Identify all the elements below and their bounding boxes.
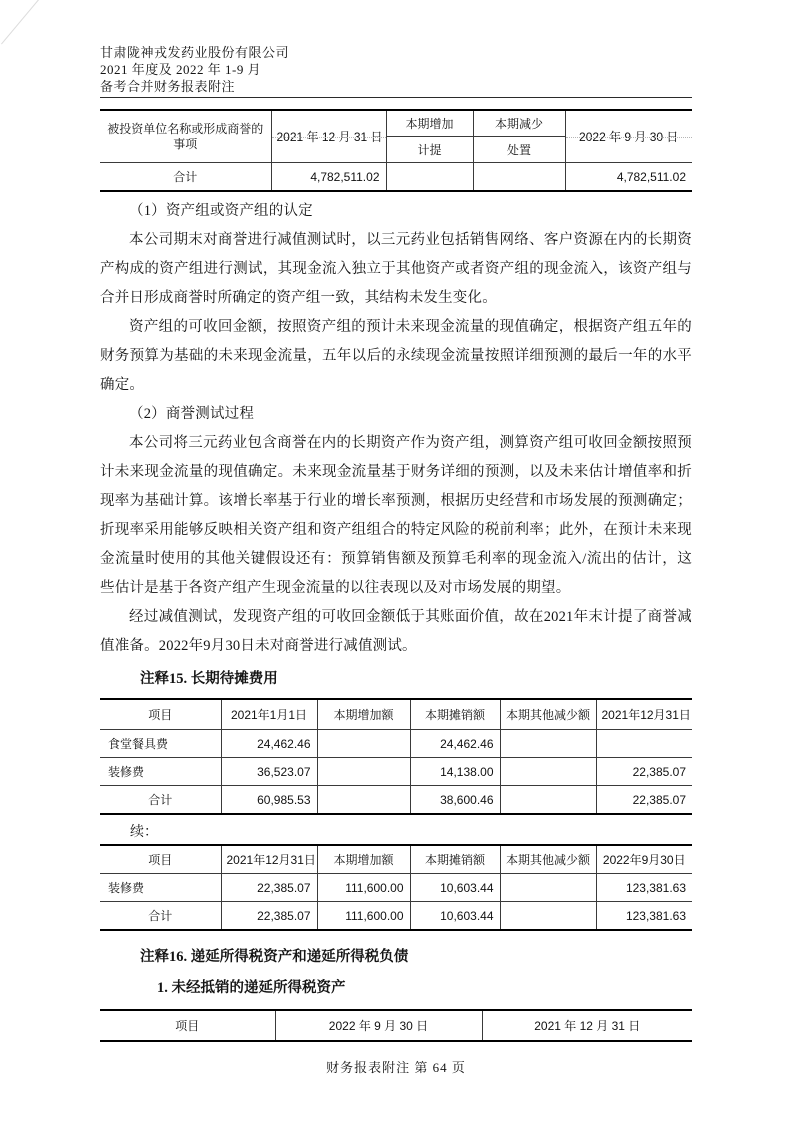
cell-value: 22,385.07 — [596, 786, 692, 814]
cell-value: 60,985.53 — [221, 786, 317, 814]
cell-value — [317, 758, 410, 786]
table-row-total — [100, 786, 692, 814]
total-label: 合计 — [100, 902, 221, 930]
header-amortization: 本期摊销额 — [410, 846, 500, 874]
cell-value: 123,381.63 — [596, 902, 692, 930]
cell-value — [500, 758, 596, 786]
cell-value: 123,381.63 — [596, 874, 692, 902]
report-title: 备考合并财务报表附注 — [100, 79, 236, 94]
note15-heading: 注释15. 长期待摊费用 — [140, 671, 278, 687]
note16-subheading: 1. 未经抵销的递延所得税资产 — [157, 980, 346, 996]
total-disposal-value — [473, 163, 565, 191]
cell-value: 22,385.07 — [596, 758, 692, 786]
paragraph-2: 资产组的可收回金额，按照资产组的预计未来现金流量的现值确定，根据资产组五年的财务预算为基础的未来现金流量，五年以后的永续现金流量按照详细预测的最后一年的水平确定。 — [100, 319, 692, 393]
header-increase: 本期增加额 — [317, 700, 410, 730]
header-end-date: 2021年12月31日 — [596, 700, 692, 730]
subheader-accrual: 计提 — [386, 137, 473, 163]
cell-value: 24,462.46 — [221, 730, 317, 758]
header-item: 项目 — [100, 700, 221, 730]
cell-value: 14,138.00 — [410, 758, 500, 786]
header-item: 被投资单位名称或形成商誉的事项 — [100, 111, 271, 163]
paragraph-4: 经过减值测试，发现资产组的可收回金额低于其账面价值，故在2021年末计提了商誉减值准备。2022年9月30日未对商誉进行减值测试。 — [100, 609, 692, 654]
header-item: 项目 — [100, 846, 221, 874]
table-header-row — [100, 111, 692, 137]
report-period: 2021 年度及 2022 年 1-9 月 — [100, 62, 262, 77]
cell-value: 36,523.07 — [221, 758, 317, 786]
page-content — [100, 0, 692, 1077]
header-begin-date: 2021 年 12 月 31 日 — [271, 111, 386, 163]
cell-value: 10,603.44 — [410, 902, 500, 930]
cell-value — [317, 786, 410, 814]
table-row-total — [100, 163, 692, 191]
continuation-label: 续： — [130, 825, 158, 840]
document-header — [100, 0, 692, 98]
cell-value — [500, 874, 596, 902]
deferred-tax-table — [100, 1009, 692, 1042]
header-decrease: 本期减少 — [473, 111, 565, 137]
table-header-row — [100, 1011, 692, 1040]
table-row — [100, 730, 692, 758]
note16-heading: 注释16. 递延所得税资产和递延所得税负债 — [140, 949, 409, 965]
header-increase: 本期增加额 — [317, 846, 410, 874]
total-label: 合计 — [100, 786, 221, 814]
cell-value: 111,600.00 — [317, 902, 410, 930]
section-2-title: （2）商誉测试过程 — [129, 406, 255, 422]
table-row — [100, 874, 692, 902]
cell-value — [500, 786, 596, 814]
cell-value: 10,603.44 — [410, 874, 500, 902]
header-begin-date: 2021年12月31日 — [221, 846, 317, 874]
header-other-decrease: 本期其他减少额 — [500, 846, 596, 874]
table-row — [100, 758, 692, 786]
total-label: 合计 — [100, 163, 271, 191]
note15-table — [100, 698, 692, 815]
paragraph-1: 本公司期末对商誉进行减值测试时，以三元药业包括销售网络、客户资源在内的长期资产构成的资产组进行测试，其现金流入独立于其他资产或者资产组的现金流入，该资产组与合并日形成商誉时所确定的资产组一致，其结构未发生变化。 — [100, 232, 692, 306]
goodwill-table — [100, 109, 692, 192]
table-row-total — [100, 902, 692, 930]
header-increase: 本期增加 — [386, 111, 473, 137]
total-begin-value: 4,782,511.02 — [271, 163, 386, 191]
header-end-date: 2022 年 9 月 30 日 — [565, 111, 692, 163]
header-other-decrease: 本期其他减少额 — [500, 700, 596, 730]
scan-corner-artifact — [1, 0, 43, 44]
cell-value: 24,462.46 — [410, 730, 500, 758]
cell-value: 111,600.00 — [317, 874, 410, 902]
cell-value: 22,385.07 — [221, 874, 317, 902]
cell-value: 22,385.07 — [221, 902, 317, 930]
row-label: 装修费 — [100, 758, 221, 786]
total-end-value: 4,782,511.02 — [565, 163, 692, 191]
cell-value — [500, 730, 596, 758]
company-name: 甘肃陇神戎发药业股份有限公司 — [100, 45, 290, 60]
table-header-row — [100, 700, 692, 730]
cell-value: 38,600.46 — [410, 786, 500, 814]
cell-value — [596, 730, 692, 758]
total-accrual-value — [386, 163, 473, 191]
header-2022-date: 2022 年 9 月 30 日 — [275, 1011, 482, 1040]
note15-continuation-table — [100, 844, 692, 931]
cell-value — [317, 730, 410, 758]
header-item: 项目 — [100, 1011, 275, 1040]
header-2021-date: 2021 年 12 月 31 日 — [482, 1011, 692, 1040]
section-1-title: （1）资产组或资产组的认定 — [129, 203, 313, 219]
paragraph-3: 本公司将三元药业包含商誉在内的长期资产作为资产组，测算资产组可收回金额按照预计未来现金流量的现值确定。未来现金流量基于财务详细的预测，以及未来估计增值率和折现率为基础计算。该增长率基于行业的增长率预测，根据历史经营和市场发展的预测确定；折现率采用能够反映相关资产组和资产组组合的特定风险的税前利率；此外，在预计未来现金流量时使用的其他关键假设还有：预算销售额及预算毛利率的现金流入/流出的估计，这些估计是基于各资产组产生现金流量的以往表现以及对市场发展的期望。 — [100, 435, 692, 596]
subheader-disposal: 处置 — [473, 137, 565, 163]
header-amortization: 本期摊销额 — [410, 700, 500, 730]
cell-value — [500, 902, 596, 930]
header-begin-date: 2021年1月1日 — [221, 700, 317, 730]
row-label: 装修费 — [100, 874, 221, 902]
row-label: 食堂餐具费 — [100, 730, 221, 758]
table-header-row — [100, 846, 692, 874]
page-footer: 财务报表附注 第 64 页 — [326, 1060, 466, 1075]
header-end-date: 2022年9月30日 — [596, 846, 692, 874]
